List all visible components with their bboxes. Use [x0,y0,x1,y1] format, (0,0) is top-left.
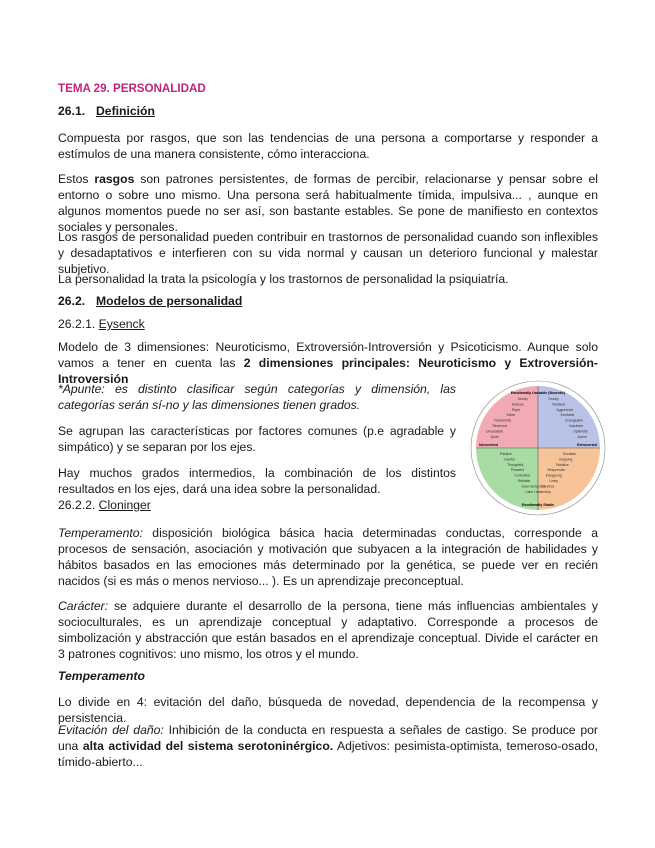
trait-word: Careful [503,457,515,462]
subsection-title: Cloninger [98,498,151,512]
trait-word: Changeable [564,418,584,423]
subsection-eysenck-heading [58,316,598,332]
trait-word: Moody [517,397,528,401]
trait-word: Quiet [490,434,499,439]
trait-word: Active [577,434,587,439]
label-top: Emotionally Unstable (Neurotic) [510,391,566,395]
bold-term: 2 dimensiones principales: Neuroticismo y Extroversión- Introversión [58,356,598,386]
italic-note: *Apunte: es distinto clasificar según categorías y dimensión, las categorías serán sí-no y las dimensiones tienen grados. [58,382,456,412]
trait-word: Unsociable [486,429,503,434]
trait-word: Lively [549,479,558,483]
section-number: 26.1. [58,104,86,118]
italic-term: Evitación del daño: [58,723,164,737]
text-run: Inhibición de la conducta en respuesta a señales de castigo. Se produce por una [58,723,598,753]
heading-text: Temperamento [58,669,145,683]
text-run: Estos [58,172,95,186]
bold-term: rasgos [94,172,135,186]
trait-word: Easygoing [545,473,562,478]
section-26-2-heading [58,294,598,308]
trait-word: Even-tempered [521,484,545,489]
trait-word: Reserved [492,424,507,428]
italic-term: Carácter: [58,599,109,613]
trait-word: Optimistic [573,429,589,434]
trait-word: Sociable [562,452,576,456]
subsection-number: 26.2.1. [58,317,96,331]
paragraph-temperamento-definition [58,525,598,589]
paragraph-rasgos [58,171,598,235]
trait-word: Restless [552,402,566,407]
text-run: Adjetivos: pesimista-optimista, temeroso-osado, tímido-abierto... [58,739,598,769]
label-bottom: Emotionally Stable [521,503,555,507]
bold-term: alta actividad del sistema serotoninérgico. [82,739,334,753]
paragraph-four-dimensions: Lo divide en 4: evitación del daño, búsqueda de novedad, dependencia de la recompensa y persistencia. [58,695,598,725]
section-number: 26.2. [58,294,86,308]
trait-word: Sober [506,413,516,418]
trait-word: Passive [500,452,512,456]
text-run: se adquiere durante el desarrollo de la persona, tiene más influencias ambientales y socioculturales, es un aprendizaje conceptual y adaptativo. Corresponde a procesos de simbolización y abstracción que están basados en el aprendizaje conceptual. Divide el carácter en 3 patrones cognitivos: uno mismo, los otros y el mundo. [58,599,598,661]
trait-word: Touchy [548,397,559,401]
trait-word: Impulsive [569,424,584,428]
trait-word: Responsive [547,468,566,473]
trait-word: Carefree [541,484,555,489]
text-run: disposición biológica básica hacia determinadas conductas, corresponde a procesos de sensación, asociación y motivación que subyacen a la integración de habilidades y hábitos basados en las emociones más determinado por la genética, se puede ver en recién nacidos (si es más o menos nervioso... ). Es un aprendizaje preconceptual. [58,526,598,588]
text-run: son patrones persistentes, de formas de percibir, relacionarse y pensar sobre el entorno o sobre uno mismo. Una persona será habitualmente tímida, impulsiva... , aunque en algunos momentos puede no ser así, son bastante estables. Se pone de manifiesto en contextos sociales y personales. [58,172,598,234]
trait-word: Anxious [511,402,524,407]
trait-word: Thoughtful [507,462,524,467]
paragraph-disorders: Los rasgos de personalidad pueden contribuir en trastornos de personalidad cuando son inflexibles y desadaptativos e interfieren con su vida normal y causan un deterioro funcional y malestar subjetivo. [58,230,598,276]
text-run: Modelo de 3 dimensiones: Neuroticismo, Extroversión-Introversión y Psicoticismo. Aunque solo vamos a tener en cuenta las [58,340,598,370]
section-title: Definición [96,104,155,118]
subsection-title: Eysenck [98,317,145,331]
label-right: Extroverted [577,443,597,447]
trait-word: Outgoing [558,457,573,462]
trait-word: Reliable [518,479,531,483]
trait-word: Controlled [514,473,530,478]
subsection-number: 26.2.2. [58,498,96,512]
temperamento-heading [58,668,598,684]
paragraph-degrees: Hay muchos grados intermedios, la combinación de los distintos resultados en los ejes, dará una idea sobre la personalidad. [58,466,456,496]
trait-word: Aggressive [556,407,574,412]
italic-term: Temperamento: [58,526,143,540]
paragraph-note [58,381,456,413]
trait-word: Talkative [555,462,569,467]
trait-word: Leadership [534,489,551,494]
paragraph-evitacion-dano [58,722,598,770]
section-title: Modelos de personalidad [96,294,243,308]
topic-title: TEMA 29. PERSONALIDAD [58,82,206,95]
paragraph-caracter-definition [58,598,598,662]
trait-word: Excitable [560,413,575,418]
trait-word: Calm [525,489,534,494]
section-26-1-heading [58,104,598,118]
trait-word: Peaceful [510,468,525,473]
label-left: Introverted [479,443,498,447]
trait-word: Pessimistic [494,418,512,423]
eysenck-personality-wheel [470,380,606,516]
paragraph-psychology: La personalidad la trata la psicología y los trastornos de personalidad la psiquiatría. [58,272,509,286]
paragraph-definition: Compuesta por rasgos, que son las tendencias de una persona a comportarse y responder a estímulos de una manera consistente, cómo interacciona. [58,131,598,161]
trait-word: Rigid [511,407,520,412]
paragraph-factors: Se agrupan las características por factores comunes (p.e agradable y simpático) y se separan por los ejes. [58,424,456,454]
